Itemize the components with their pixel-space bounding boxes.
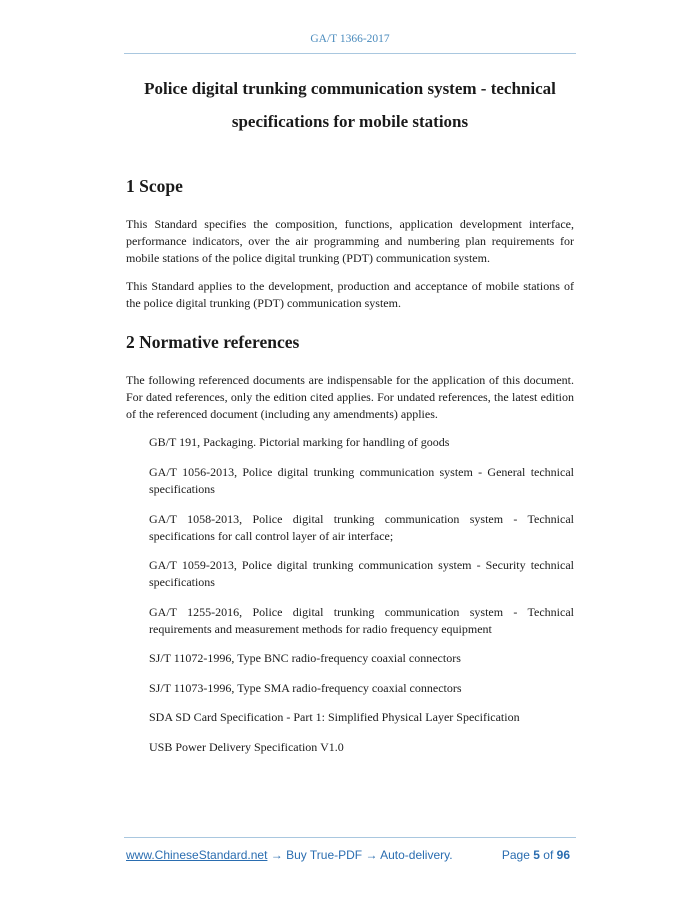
- page-current-number: 5: [533, 848, 540, 862]
- reference-item: SJ/T 11073-1996, Type SMA radio-frequency coaxial connectors: [149, 681, 462, 695]
- page-of-label: of: [543, 848, 554, 862]
- reference-item: GA/T 1056-2013, Police digital trunking communication system - General technical specifications: [149, 465, 574, 496]
- page-indicator: [502, 848, 570, 862]
- scope-paragraph-1: This Standard specifies the composition, functions, application development interface, performance indicators, over the air programming and numbering plan requirements for mobile stations of the police digital trunking (PDT) communication system.: [126, 217, 574, 265]
- page-total-number: 96: [556, 848, 570, 862]
- header-divider: [124, 53, 576, 54]
- page-label: Page: [501, 848, 530, 862]
- reference-item: USB Power Delivery Specification V1.0: [149, 740, 344, 754]
- scope-paragraph-2: This Standard applies to the development, production and acceptance of mobile stations of the police digital trunking (PDT) communication system.: [126, 279, 574, 310]
- footer-promo-text: → Buy True-PDF → Auto-delivery.: [267, 848, 453, 862]
- document-code-header: GA/T 1366-2017: [310, 33, 390, 45]
- title-line-1: Police digital trunking communication system - technical: [144, 79, 556, 98]
- reference-item: GA/T 1255-2016, Police digital trunking communication system - Technical requirements and measurement methods for radio frequency equipment: [149, 605, 574, 636]
- section-heading-scope: 1 Scope: [126, 176, 183, 196]
- normative-references-intro: The following referenced documents are indispensable for the application of this document. For dated references, only the edition cited applies. For undated references, the latest edition of the referenced document (including any amendments) applies.: [126, 373, 574, 421]
- reference-item: SDA SD Card Specification - Part 1: Simplified Physical Layer Specification: [149, 710, 520, 724]
- reference-item: GB/T 191, Packaging. Pictorial marking for handling of goods: [149, 435, 450, 449]
- reference-item: GA/T 1059-2013, Police digital trunking communication system - Security technical specifications: [149, 558, 574, 589]
- reference-item: SJ/T 11072-1996, Type BNC radio-frequency coaxial connectors: [149, 651, 461, 665]
- footer-divider: [124, 837, 576, 838]
- chinesestandard-site-link[interactable]: www.ChineseStandard.net: [126, 848, 268, 862]
- document-title: [110, 72, 590, 138]
- section-heading-normative-references: 2 Normative references: [126, 332, 300, 352]
- page-footer: [126, 848, 574, 862]
- title-line-2: specifications for mobile stations: [231, 112, 469, 131]
- reference-item: GA/T 1058-2013, Police digital trunking communication system - Technical specifications for call control layer of air interface;: [149, 512, 574, 543]
